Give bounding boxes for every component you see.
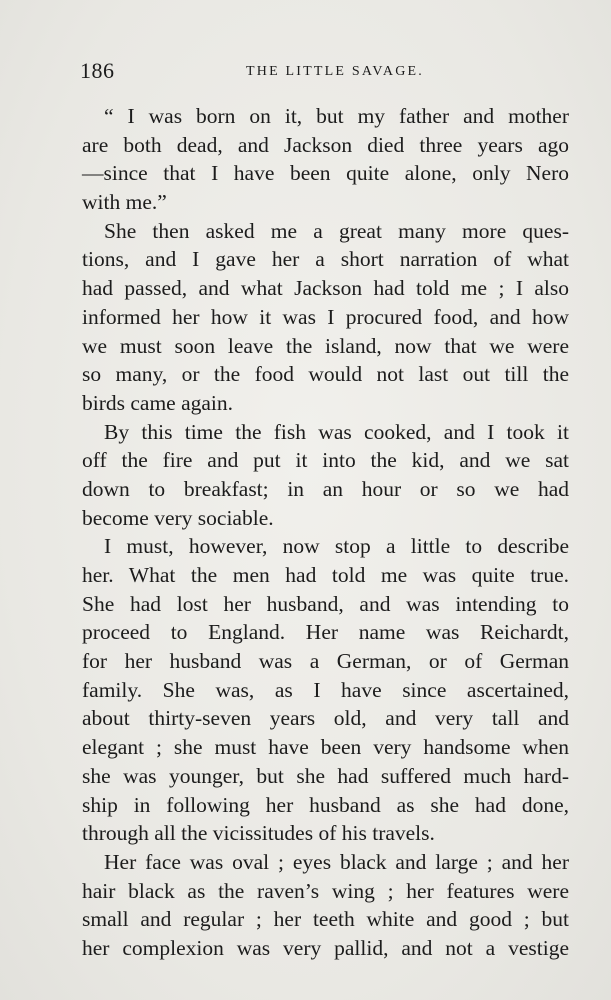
text-line: she was younger, but she had suffered much hard- (82, 763, 569, 788)
text-line: —since that I have been quite alone, only Nero (82, 161, 569, 186)
text-line: for her husband was a German, or of German (82, 649, 569, 674)
text-line: small and regular ; her teeth white and good ; but (82, 907, 569, 932)
text-line: ship in following her husband as she had done, (82, 792, 569, 817)
text-line: birds came again. (82, 390, 234, 415)
page-header (80, 58, 570, 88)
text-line: She then asked me a great many more ques- (104, 218, 569, 243)
text-line: proceed to England. Her name was Reichardt, (82, 620, 569, 645)
text-line: hair black as the raven’s wing ; her features were (82, 878, 569, 903)
text-line: Her face was oval ; eyes black and large ; and her (104, 849, 569, 874)
text-line: so many, or the food would not last out till the (82, 362, 569, 387)
text-line: She had lost her husband, and was intending to (82, 591, 569, 616)
text-line: off the fire and put it into the kid, and we sat (82, 448, 569, 473)
text-line: her complexion was very pallid, and not a vestige (82, 935, 569, 960)
text-line: her. What the men had told me was quite true. (82, 563, 569, 587)
text-line: family. She was, as I have since ascertained, (82, 677, 569, 702)
text-line: I must, however, now stop a little to describe (104, 534, 569, 559)
text-line: informed her how it was I procured food, and how (82, 304, 569, 329)
text-line: about thirty-seven years old, and very tall and (82, 706, 569, 731)
text-line: down to breakfast; in an hour or so we had (82, 476, 569, 501)
text-line: become very sociable. (82, 505, 274, 530)
running-head: THE LITTLE SAVAGE. (246, 64, 424, 79)
text-line: with me.” (82, 190, 167, 215)
text-line: elegant ; she must have been very handsome when (82, 735, 569, 760)
text-line: “ I was born on it, but my father and mother (104, 104, 569, 128)
body-text (82, 102, 569, 963)
text-line: through all the vicissitudes of his travels. (82, 821, 435, 846)
text-line: had passed, and what Jackson had told me ; I also (82, 276, 569, 301)
text-line: tions, and I gave her a short narration of what (82, 247, 569, 272)
text-line: we must soon leave the island, now that we were (82, 333, 569, 358)
text-line: By this time the fish was cooked, and I took it (104, 419, 569, 444)
page-number: 186 (80, 58, 115, 83)
text-line: are both dead, and Jackson died three years ago (82, 132, 569, 157)
